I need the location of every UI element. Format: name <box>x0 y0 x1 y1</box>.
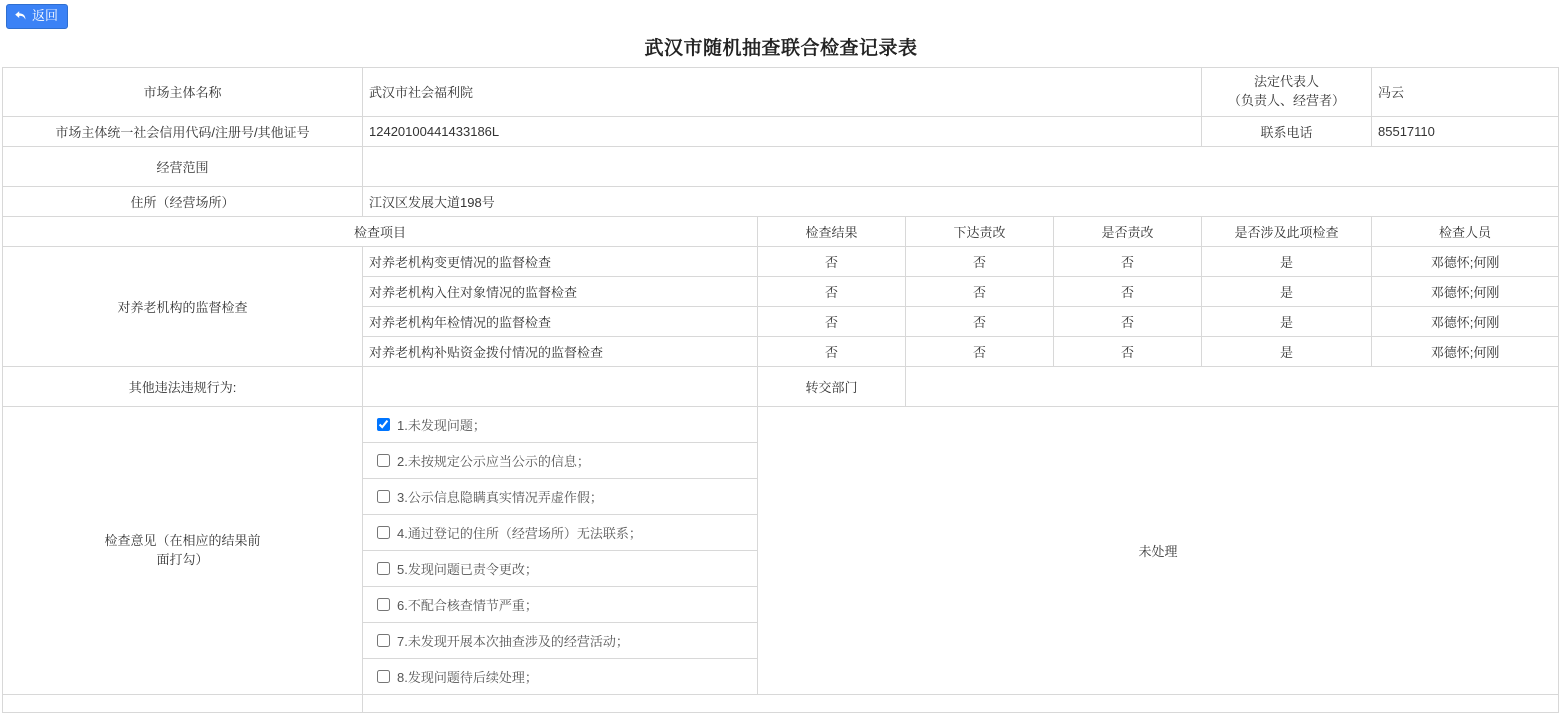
opinion-option-6[interactable] <box>363 587 757 622</box>
legal-rep-value: 冯云 <box>1372 68 1559 117</box>
opinion-checkbox-1[interactable] <box>377 418 390 431</box>
row-inspectors: 邓德怀;何刚 <box>1372 306 1559 336</box>
opinion-checkbox-3[interactable] <box>377 490 390 503</box>
row-inspectors: 邓德怀;何刚 <box>1372 276 1559 306</box>
row-result: 否 <box>758 306 906 336</box>
opinion-checkbox-8[interactable] <box>377 670 390 683</box>
row-order: 否 <box>906 336 1054 366</box>
inspection-group-label: 对养老机构的监督检查 <box>3 246 363 366</box>
row-opinion <box>3 406 1559 694</box>
opinion-option-row <box>363 586 757 622</box>
opinion-option-row <box>363 550 757 586</box>
row-inspectors: 邓德怀;何刚 <box>1372 336 1559 366</box>
opinion-checkbox-6[interactable] <box>377 598 390 611</box>
opinion-option-2[interactable] <box>363 443 757 478</box>
transfer-department-value <box>906 366 1559 406</box>
opinion-options <box>363 406 758 694</box>
opinion-option-label-7: 7.未发现开展本次抽查涉及的经营活动； <box>397 633 629 649</box>
row-rectify: 否 <box>1054 276 1202 306</box>
business-scope-value <box>363 146 1559 186</box>
row-item: 对养老机构变更情况的监督检查 <box>363 246 758 276</box>
row-order: 否 <box>906 246 1054 276</box>
row-rectify: 否 <box>1054 306 1202 336</box>
opinion-option-label-8: 8.发现问题待后续处理； <box>397 669 538 685</box>
transfer-department-label: 转交部门 <box>758 366 906 406</box>
header-rectify: 是否责改 <box>1054 216 1202 246</box>
entity-name-value: 武汉市社会福利院 <box>363 68 1202 117</box>
opinion-status: 未处理 <box>758 406 1559 694</box>
credit-code-value: 12420100441433186L <box>363 116 1202 146</box>
row-other-violation <box>3 366 1559 406</box>
opinion-checkbox-4[interactable] <box>377 526 390 539</box>
phone-label: 联系电话 <box>1202 116 1372 146</box>
opinion-option-5[interactable] <box>363 551 757 586</box>
footer-spacer-value <box>363 694 1559 712</box>
back-button-label: 返回 <box>32 8 59 23</box>
legal-rep-label-line1: 法定代表人 <box>1254 74 1320 89</box>
header-involved: 是否涉及此项检查 <box>1202 216 1372 246</box>
opinion-option-3[interactable] <box>363 479 757 514</box>
row-involved: 是 <box>1202 336 1372 366</box>
opinion-option-1[interactable] <box>363 407 757 442</box>
opinion-checkbox-5[interactable] <box>377 562 390 575</box>
inspection-record-table <box>2 67 1559 713</box>
row-inspectors: 邓德怀;何刚 <box>1372 246 1559 276</box>
row-business-scope <box>3 146 1559 186</box>
row-entity-name <box>3 68 1559 117</box>
opinion-label <box>3 406 363 694</box>
row-involved: 是 <box>1202 246 1372 276</box>
back-arrow-icon <box>14 10 27 22</box>
opinion-option-row <box>363 407 757 443</box>
page-title: 武汉市随机抽查联合检查记录表 <box>644 38 918 59</box>
opinion-option-4[interactable] <box>363 515 757 550</box>
table-row <box>3 246 1559 276</box>
back-button[interactable] <box>6 4 68 29</box>
opinion-checkbox-7[interactable] <box>377 634 390 647</box>
opinion-option-7[interactable] <box>363 623 757 658</box>
opinion-checkbox-2[interactable] <box>377 454 390 467</box>
row-item: 对养老机构补贴资金拨付情况的监督检查 <box>363 336 758 366</box>
row-credit-code <box>3 116 1559 146</box>
header-result: 检查结果 <box>758 216 906 246</box>
opinion-option-label-2: 2.未按规定公示应当公示的信息； <box>397 453 590 469</box>
opinion-option-label-6: 6.不配合核查情节严重； <box>397 597 538 613</box>
footer-spacer-label <box>3 694 363 712</box>
opinion-option-row <box>363 658 757 694</box>
row-result: 否 <box>758 336 906 366</box>
opinion-label-line1: 检查意见（在相应的结果前 <box>104 532 261 548</box>
row-rectify: 否 <box>1054 336 1202 366</box>
opinion-label-line2: 面打勾） <box>156 552 209 568</box>
credit-code-label: 市场主体统一社会信用代码/注册号/其他证号 <box>3 116 363 146</box>
row-order: 否 <box>906 276 1054 306</box>
opinion-option-row <box>363 478 757 514</box>
opinion-option-label-3: 3.公示信息隐瞒真实情况弄虚作假； <box>397 489 603 505</box>
header-order: 下达责改 <box>906 216 1054 246</box>
phone-value: 85517110 <box>1372 116 1559 146</box>
row-order: 否 <box>906 306 1054 336</box>
header-inspectors: 检查人员 <box>1372 216 1559 246</box>
other-violation-label: 其他违法违规行为: <box>3 366 363 406</box>
legal-rep-label-line2: （负责人、经营者） <box>1228 92 1346 108</box>
row-address <box>3 186 1559 216</box>
row-item: 对养老机构入住对象情况的监督检查 <box>363 276 758 306</box>
legal-rep-label <box>1202 68 1372 117</box>
row-involved: 是 <box>1202 276 1372 306</box>
row-rectify: 否 <box>1054 246 1202 276</box>
opinion-option-8[interactable] <box>363 659 757 694</box>
row-footer-spacer <box>3 694 1559 712</box>
header-item: 检查项目 <box>3 216 758 246</box>
opinion-option-row <box>363 442 757 478</box>
row-involved: 是 <box>1202 306 1372 336</box>
row-result: 否 <box>758 276 906 306</box>
address-label: 住所（经营场所） <box>3 186 363 216</box>
opinion-option-label-5: 5.发现问题已责令更改； <box>397 561 538 577</box>
other-violation-value <box>363 366 758 406</box>
business-scope-label: 经营范围 <box>3 146 363 186</box>
opinion-option-label-4: 4.通过登记的住所（经营场所）无法联系； <box>397 525 642 541</box>
row-result: 否 <box>758 246 906 276</box>
opinion-option-label-1: 1.未发现问题； <box>397 417 486 433</box>
opinion-option-row <box>363 622 757 658</box>
opinion-option-row <box>363 514 757 550</box>
table-header-row <box>3 216 1559 246</box>
address-value: 江汉区发展大道198号 <box>363 186 1559 216</box>
row-item: 对养老机构年检情况的监督检查 <box>363 306 758 336</box>
entity-name-label: 市场主体名称 <box>3 68 363 117</box>
